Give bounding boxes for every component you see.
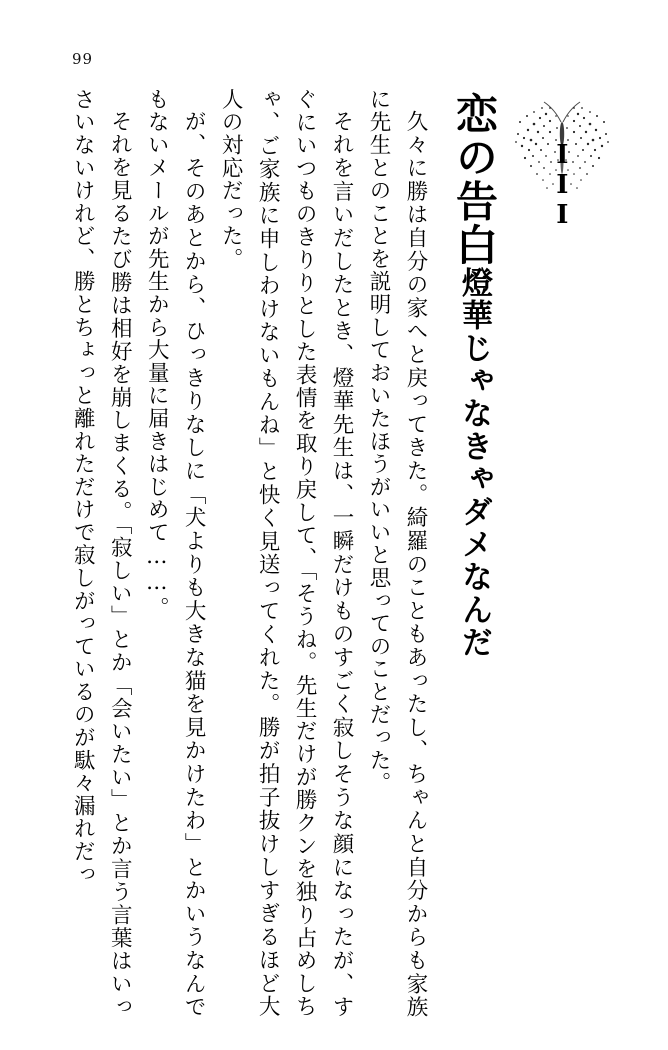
paragraph: 久々に勝は自分の家へと戻ってきた。綺羅のこともあったし、ちゃんと自分からも家族に先生とのことを説明しておいたほうがいいと思ってのことだった。 <box>366 88 428 1018</box>
chapter-title-sub: 燈華じゃなきゃダメなんだ <box>456 266 492 659</box>
chapter-title <box>451 92 498 1018</box>
chapter-title-main: 恋の告白 <box>450 92 499 267</box>
chapter-heading <box>451 88 626 1018</box>
page-number: 99 <box>72 50 94 68</box>
chapter-number: III <box>547 140 578 230</box>
body-text <box>63 88 433 1018</box>
paragraph: それを見るたび勝は相好を崩しまくる。「寂しい」とか「会いたい」とか言う言葉はいっさいないけれど、勝とちょっと離れただけで寂しがっているのが駄々漏れだっ <box>70 88 133 1018</box>
paragraph: が、そのあとから、ひっきりなしに「犬よりも大きな猫を見かけたわ」とかいうなんでもないメールが先生から大量に届きはじめて……。 <box>144 88 207 1018</box>
chapter-ornament <box>498 88 626 1012</box>
paragraph: それを言いだしたとき、燈華先生は、一瞬だけものすごく寂しそうな顔になったが、すぐにいつものきりりとした表情を取り戻して、「そうね。先生だけが勝クンを独り占めしちゃ、ご家族に申しわけないもんね」と快く見送ってくれた。勝が拍子抜けしすぎるほど大人の対応だった。 <box>218 88 355 1018</box>
vertical-text-body <box>40 88 630 1018</box>
butterfly-icon <box>498 88 626 230</box>
